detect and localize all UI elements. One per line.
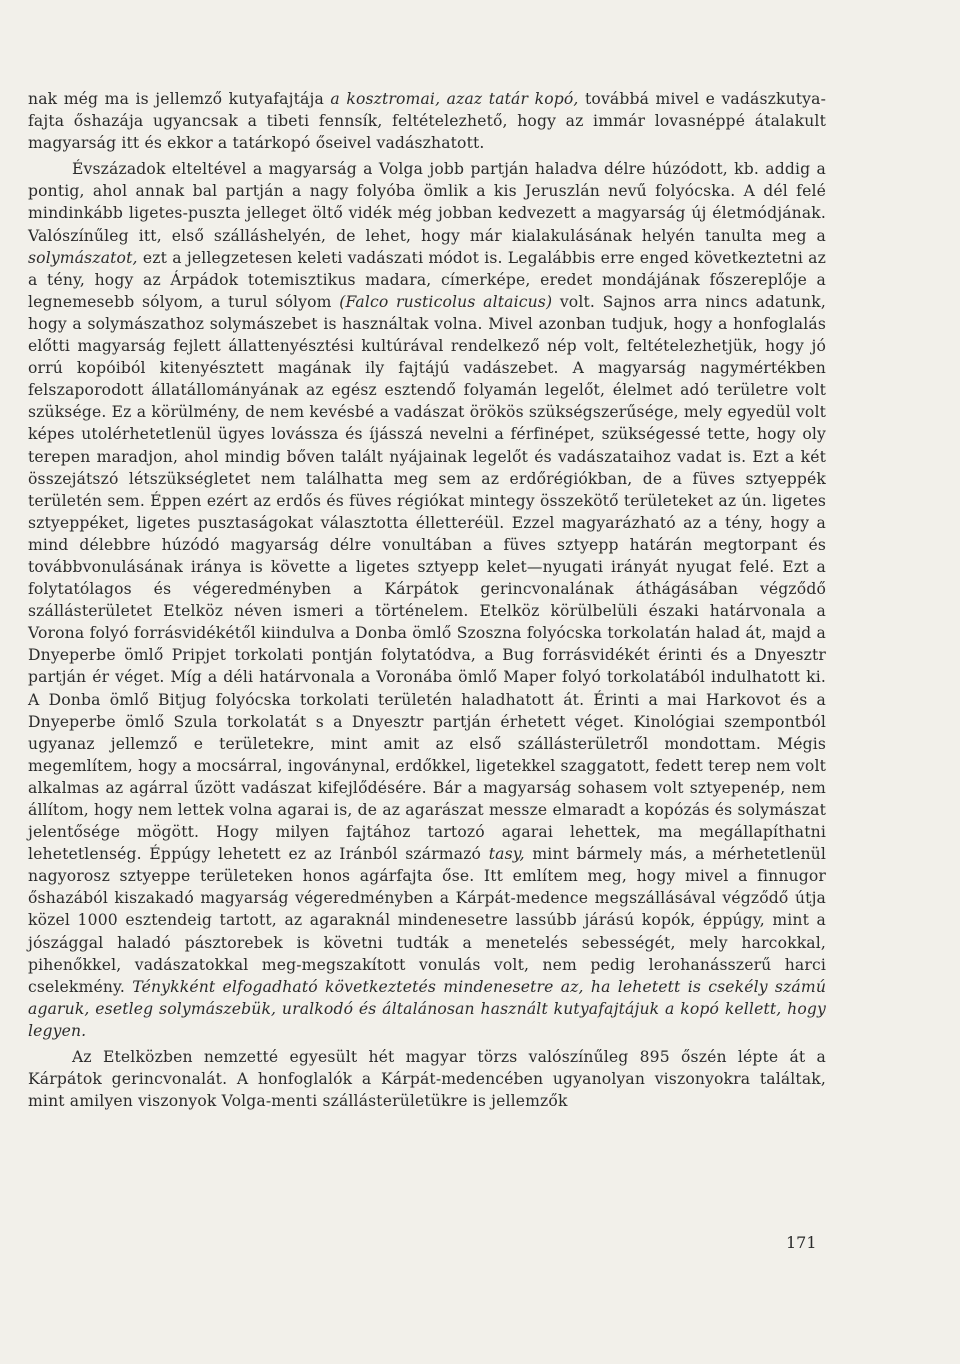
paragraph xyxy=(28,1046,826,1112)
italic-text-run: Ténykként elfogadható következtetés mindenesetre az, ha lehetett is csekély számú agaruk, esetleg solymászebük, uralkodó és általánosan használt kutyafajtájuk a kopó kellett, hogy legyen. xyxy=(28,977,827,1040)
page-number: 171 xyxy=(786,1233,817,1252)
italic-text-run: a kosztromai, azaz tatár kopó, xyxy=(330,90,579,108)
body-text xyxy=(28,88,826,1112)
text-run: továbbá mivel e vadászkutya-fajta őshazája ugyancsak a tibeti fennsík, feltételezhető, hogy az immár lovasnéppé átalakult magyarság itt és ekkor a tatárkopó őseivel vadászhatott. xyxy=(28,90,826,153)
paragraph xyxy=(28,158,826,1042)
italic-text-run: (Falco rusticolus altaicus) xyxy=(339,292,553,311)
text-run: Az Etelközben nemzetté egyesült hét magyar törzs valószínűleg 895 őszén lépte át a Kárpátok gerincvonalát. A honfoglalók a Kárpát-medencében ugyanolyan viszonyokra találtak, mint amilyen viszonyok Volga-menti szállásterületükre is jellemzők xyxy=(28,1048,826,1111)
italic-text-run: tasy, xyxy=(488,845,525,864)
text-run: volt. Sajnos arra nincs adatunk, hogy a solymászathoz solymászebet is használtak volna. Mivel azonban tudjuk, hogy a honfoglalás előtti magyarság fejlett állattenyésztési kultúrával rendelkező nép volt, feltételezhetjük, hogy jó orrú kopóiból kitenyésztett magának ily fajtájú vadászebet. A magyarság nagymértékben felszaporodott állatállományának az egész esztendő folyamán legelőt, élelmet adó területre volt szüksége. Ez a körülmény, de nem kevésbé a vadászat örökös szükségszerűsége, mely egyedül volt képes utolérhetetlenül ügyes lovássza és íjásszá nevelni a férfinépet, szükségessé tette, hogy oly terepen maradjon, ahol mindig bőven talált nyájainak legelőt és vadászataihoz vadat is. Ezt a két összejátszó létszükségletet nem találhatta meg sem az erdőrégiókban, de a füves sztyeppék területén sem. Éppen ezért az erdős és füves régiókat mintegy összekötő területeket az ún. ligetes sztyeppéket, ligetes pusztaságokat választotta élletteréül. Ezzel magyarázható az a tény, hogy a mind délebbre húzódó magyarság délre vonultában a füves sztyepp határán megtorpant és továbbvonulásának iránya is követte a ligetes sztyepp kelet—nyugati irányát nyugat felé. Ezt a folytatólagos és végeredményben a Kárpátok gerincvonalának áthágásában végződő szállásterületet Etelköz néven ismeri a történelem. Etelköz körülbelüli északi határvonala a Vorona folyó forrásvidékétől kiindulva a Donba ömlő Szoszna folyócska torkolatán halad át, majd a Dnyeperbe ömlő Pripjet torkolati pontján folytatódva, a Bug forrásvidékét érinti és a Dnyesztr partján ér véget. Míg a déli határvonala a Voronába ömlő Maper folyó torkolatából indulhatott ki. A Donba ömlő Bitjug folyócska torkolati területén haladhatott át. Érinti a mai Harkovot és a Dnyeperbe ömlő Szula torkolatát s a Dnyesztr partján érhetett véget. Kinológiai szempontból ugyanaz jellemző e területekre, mint amit az első szállásterületről mondottam. Mégis megemlítem, hogy a mocsárral, ingoványnal, erdőkkel, ligetekkel szaggatott, fedett terep nem volt alkalmas az agárral űzött vadászat kifejlődésére. Bár a magyarság sohasem volt sztyepenép, nem állítom, hogy nem lettek volna agarai is, de az agarászat messze elmaradt a kopózás és solymászat jelentősége mögött. Hogy milyen fajtához tartozó agarai lehettek, ma megállapíthatni lehetetlenség. Éppúgy lehetett ez az Iránból származó xyxy=(28,292,826,864)
text-run: ezt a jellegzetesen keleti vadászati módot is. Legalábbis erre enged következtetni az a tény, hogy az Árpádok totemisztikus madara, címerképe, eredet mondájának főszereplője a legnemesebb sólyom, a turul sólyom xyxy=(28,248,826,311)
paragraph xyxy=(28,88,826,154)
text-run: mint bármely más, a mérhetetlenül nagyorosz sztyeppe területeken honos agárfajta őse. Itt említem meg, hogy mivel a finnugor őshazából kiszakadó magyarság végeredményben a Kárpát-medence megszállásával végződő útja közel 1000 esztendeig tartott, az agaraknál mindenesetre lassúbb járású kopók, éppúgy, mint a jószággal haladó pásztorebek is követni tudták a menetelés sebességét, mely harcokkal, pihenőkkel, vadászatokkal meg-megszakított vonulás volt, nem pedig lerohanásszerű harci cselekmény. xyxy=(28,845,826,996)
text-run: nak még ma is jellemző kutyafajtája xyxy=(28,90,331,108)
text-run: Évszázadok elteltével a magyarság a Volga jobb partján haladva délre húzódott, kb. addig a pontig, ahol annak bal partján a nagy folyóba ömlik a kis Jeruszlán nevű folyócska. A dél felé mindinkább ligetes-puszta jelleget öltő vidék még jobban kedvezett a magyarság új életmódjának. Valószínűleg itt, első szálláshelyén, de lehet, hogy már kialakulásának helyén tanulta meg a xyxy=(28,160,826,245)
italic-text-run: solymászatot, xyxy=(28,248,138,267)
